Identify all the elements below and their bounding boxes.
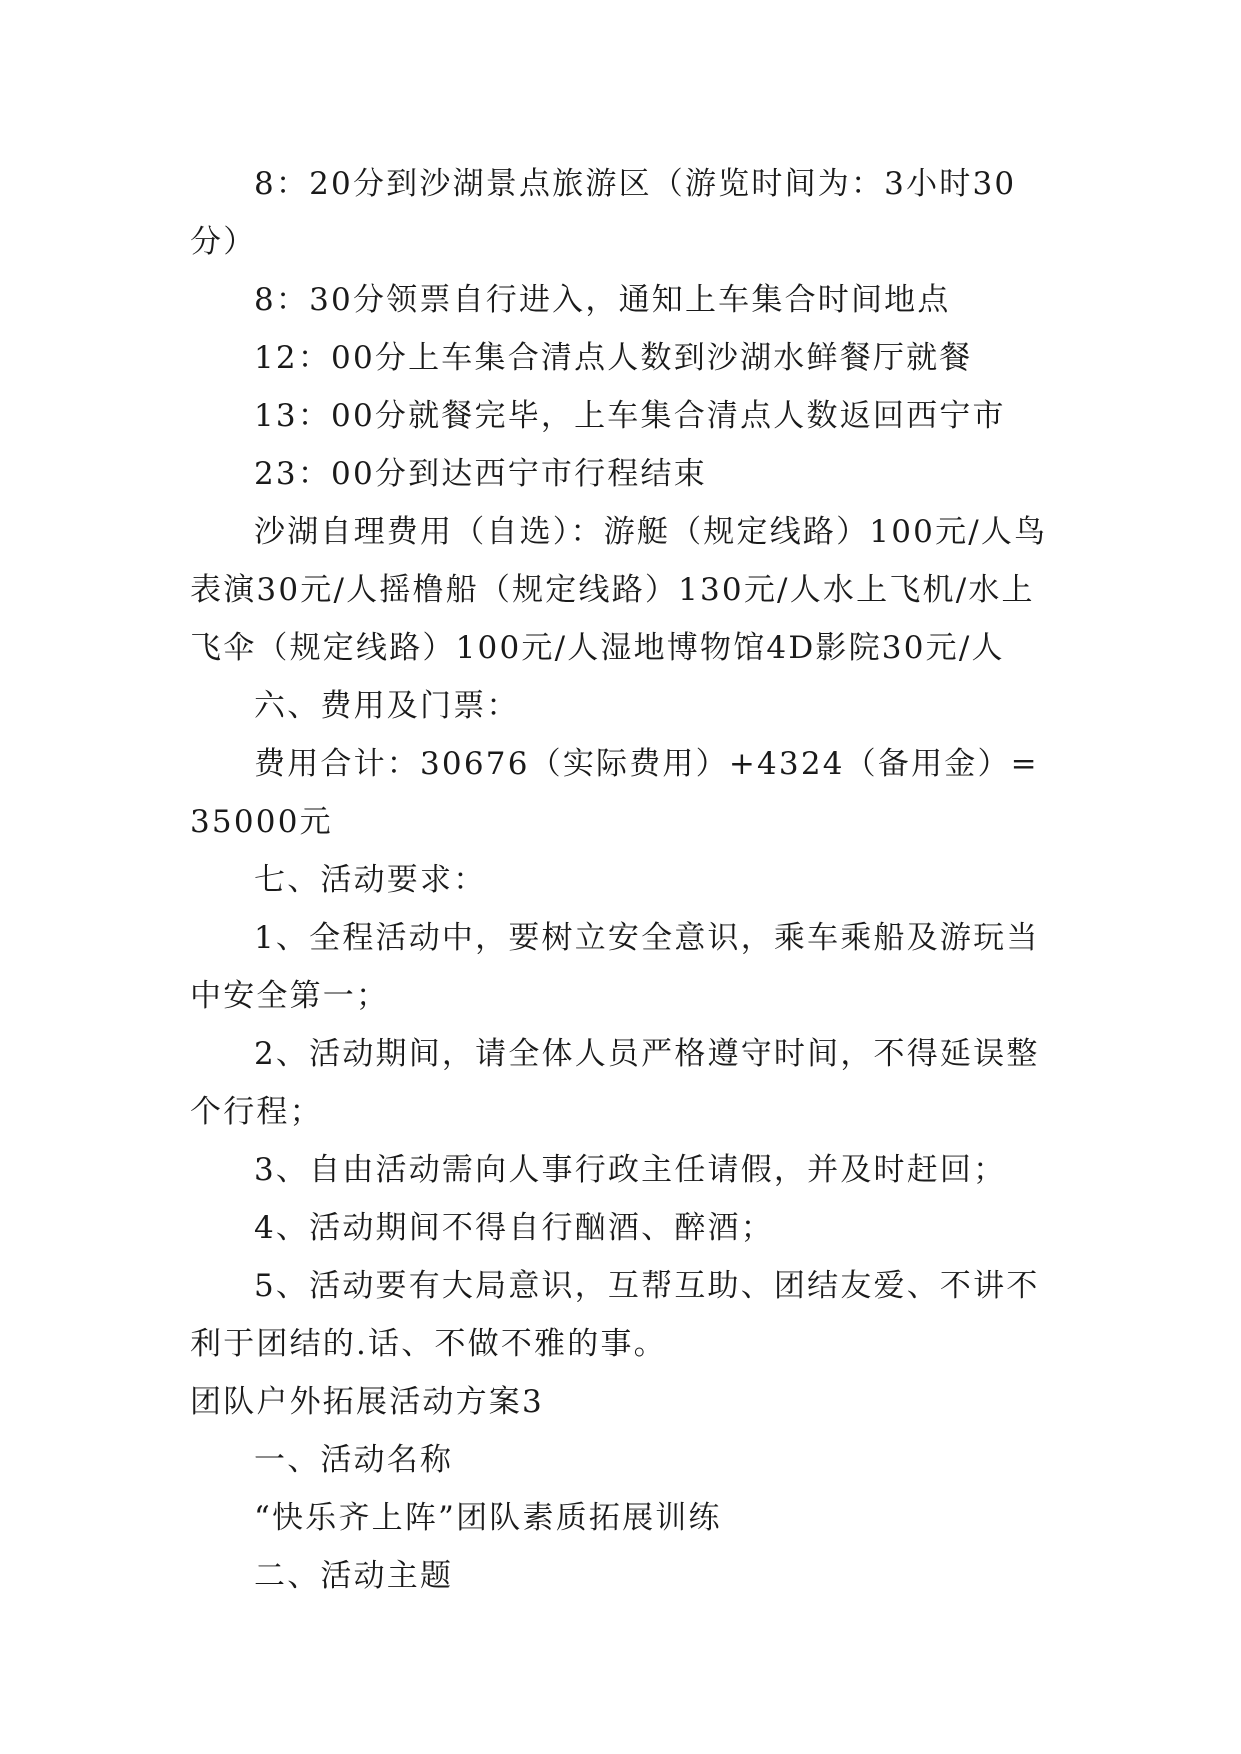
schedule-line-0820: 8：20分到沙湖景点旅游区（游览时间为：3小时30分）	[190, 166, 1017, 260]
requirement-item-1: 1、全程活动中，要树立安全意识，乘车乘船及游玩当中安全第一；	[190, 920, 1040, 1014]
optional-expenses-paragraph: 沙湖自理费用（自选）：游艇（规定线路）100元/人鸟表演30元/人摇橹船（规定线路）130元/人水上飞机/水上飞伞（规定线路）100元/人湿地博物馆4D影院30元/人	[190, 514, 1048, 666]
schedule-line-2300: 23：00分到达西宁市行程结束	[254, 456, 707, 492]
fee-total-paragraph: 费用合计：30676（实际费用）+4324（备用金）=35000元	[190, 746, 1039, 840]
section-heading-fees: 六、费用及门票：	[254, 688, 520, 724]
schedule-line-1300: 13：00分就餐完毕，上车集合清点人数返回西宁市	[254, 398, 1006, 434]
requirement-item-4: 4、活动期间不得自行酗酒、醉酒；	[254, 1210, 774, 1246]
activity-name-text: “快乐齐上阵”团队素质拓展训练	[254, 1500, 722, 1536]
schedule-line-1200: 12：00分上车集合清点人数到沙湖水鲜餐厅就餐	[254, 340, 973, 376]
schedule-line-0830: 8：30分领票自行进入，通知上车集合时间地点	[254, 282, 951, 318]
requirement-item-5: 5、活动要有大局意识，互帮互助、团结友爱、不讲不利于团结的.话、不做不雅的事。	[190, 1268, 1040, 1362]
document-body	[190, 155, 1050, 1605]
section-heading-activity-name: 一、活动名称	[254, 1442, 454, 1478]
section-heading-activity-theme: 二、活动主题	[254, 1558, 454, 1594]
section-heading-requirements: 七、活动要求：	[254, 862, 487, 898]
plan-title: 团队户外拓展活动方案3	[190, 1384, 544, 1420]
requirement-item-3: 3、自由活动需向人事行政主任请假，并及时赶回；	[254, 1152, 1007, 1188]
requirement-item-2: 2、活动期间，请全体人员严格遵守时间，不得延误整个行程；	[190, 1036, 1040, 1130]
